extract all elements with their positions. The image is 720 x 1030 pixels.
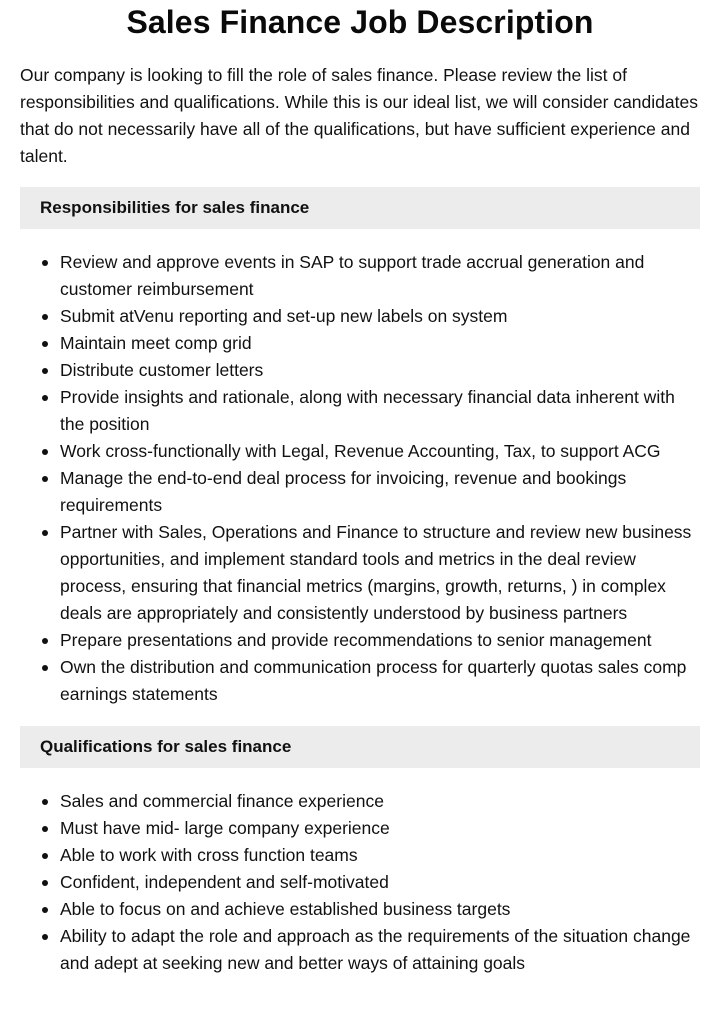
bullet-icon [42,530,48,536]
bullet-icon [42,449,48,455]
responsibilities-heading: Responsibilities for sales finance [40,198,310,217]
responsibilities-header [20,187,700,229]
list-item-text: Confident, independent and self-motivated [60,872,389,892]
list-item-text: Partner with Sales, Operations and Finance to structure and review new business opportunities, and implement standard tools and metrics in the deal review process, ensuring that financial metrics (margins, growth, returns, ) in complex deals are appropriately and consistently understood by business partners [60,522,692,623]
list-item-text: Provide insights and rationale, along with necessary financial data inherent with the position [60,387,675,434]
list-item [20,303,700,330]
list-item [20,330,700,357]
bullet-icon [42,314,48,320]
list-item [20,815,700,842]
bullet-icon [42,395,48,401]
list-item [20,249,700,303]
bullet-icon [42,368,48,374]
bullet-icon [42,638,48,644]
list-item-text: Prepare presentations and provide recommendations to senior management [60,630,652,650]
list-item [20,384,700,438]
list-item-text: Able to focus on and achieve established business targets [60,899,511,919]
list-item-text: Ability to adapt the role and approach as the requirements of the situation change and adept at seeking new and better ways of attaining goals [60,926,691,973]
list-item [20,788,700,815]
bullet-icon [42,826,48,832]
bullet-icon [42,341,48,347]
bullet-icon [42,665,48,671]
list-item [20,869,700,896]
list-item-text: Distribute customer letters [60,360,264,380]
list-item [20,465,700,519]
list-item-text: Own the distribution and communication process for quarterly quotas sales comp earnings statements [60,657,687,704]
list-item-text: Able to work with cross function teams [60,845,358,865]
intro-paragraph: Our company is looking to fill the role of sales finance. Please review the list of responsibilities and qualifications. While this is our ideal list, we will consider candidates that do not necessarily have all of the qualifications, but have sufficient experience and talent. [20,65,698,166]
page-title: Sales Finance Job Description [126,4,594,40]
list-item [20,357,700,384]
bullet-icon [42,880,48,886]
qualifications-list [20,788,700,977]
bullet-icon [42,260,48,266]
list-item-text: Submit atVenu reporting and set-up new labels on system [60,306,508,326]
qualifications-heading: Qualifications for sales finance [40,737,292,756]
list-item [20,438,700,465]
list-item-text: Maintain meet comp grid [60,333,252,353]
list-item-text: Manage the end-to-end deal process for invoicing, revenue and bookings requirements [60,468,627,515]
list-item [20,654,700,708]
bullet-icon [42,853,48,859]
list-item [20,923,700,977]
bullet-icon [42,907,48,913]
responsibilities-list [20,249,700,708]
list-item-text: Must have mid- large company experience [60,818,390,838]
list-item-text: Work cross-functionally with Legal, Revenue Accounting, Tax, to support ACG [60,441,661,461]
list-item [20,627,700,654]
list-item-text: Review and approve events in SAP to support trade accrual generation and customer reimbursement [60,252,645,299]
list-item [20,519,700,627]
list-item-text: Sales and commercial finance experience [60,791,384,811]
qualifications-header [20,726,700,768]
list-item [20,896,700,923]
bullet-icon [42,799,48,805]
list-item [20,842,700,869]
bullet-icon [42,476,48,482]
bullet-icon [42,934,48,940]
